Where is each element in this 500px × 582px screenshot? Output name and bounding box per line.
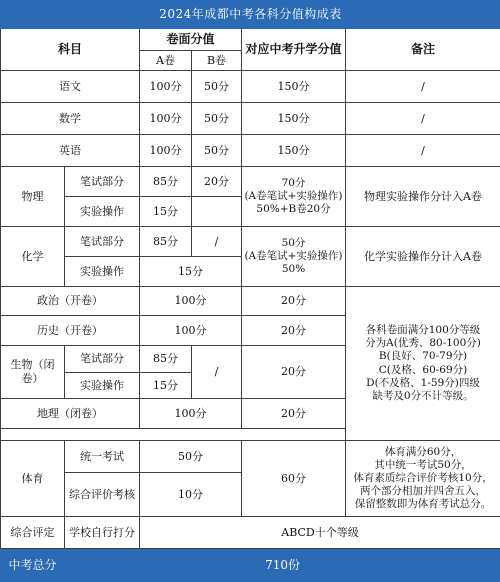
subject-math: 数学 bbox=[1, 103, 140, 135]
total-label: 中考总分 bbox=[1, 549, 65, 582]
subject-physics: 物理 bbox=[1, 167, 65, 227]
grade-remark-line1: 各科卷面满分100分等级 bbox=[365, 324, 481, 337]
header-paper-b: B卷 bbox=[192, 51, 242, 71]
physics-written-label: 笔试部分 bbox=[65, 167, 140, 197]
physics-exam-line1: 70分 bbox=[281, 176, 306, 189]
history-exam: 20分 bbox=[242, 316, 346, 346]
english-a: 100分 bbox=[140, 135, 192, 167]
row-politics bbox=[1, 287, 500, 316]
row-chinese bbox=[1, 71, 500, 103]
politics-score: 100分 bbox=[140, 287, 242, 316]
title-row bbox=[1, 1, 500, 29]
chemistry-written-b: / bbox=[192, 227, 242, 257]
pe-comprehensive-label: 综合评价考核 bbox=[65, 473, 140, 517]
chemistry-lab-score: 15分 bbox=[140, 257, 242, 287]
math-remark: / bbox=[346, 103, 500, 135]
row-physics-written bbox=[1, 167, 500, 197]
math-b: 50分 bbox=[192, 103, 242, 135]
biology-lab-a: 15分 bbox=[140, 373, 192, 399]
chinese-exam: 150分 bbox=[242, 71, 346, 103]
physics-lab-a: 15分 bbox=[140, 197, 192, 227]
physics-written-a: 85分 bbox=[140, 167, 192, 197]
chinese-a: 100分 bbox=[140, 71, 192, 103]
chemistry-exam-line2: (A卷笔试+实验操作) bbox=[244, 249, 343, 262]
physics-exam-line3: 50%+B卷20分 bbox=[256, 203, 331, 216]
header-exam-score: 对应中考升学分值 bbox=[242, 29, 346, 71]
biology-written-label: 笔试部分 bbox=[65, 346, 140, 373]
physics-lab-b bbox=[192, 197, 242, 227]
biology-written-a: 85分 bbox=[140, 346, 192, 373]
grade-remark-line2: 分为A(优秀、80-100分) bbox=[365, 337, 481, 350]
row-pe-unified bbox=[1, 441, 500, 473]
header-paper-a: A卷 bbox=[140, 51, 192, 71]
politics-exam: 20分 bbox=[242, 287, 346, 316]
subject-biology: 生物（闭卷） bbox=[1, 346, 65, 399]
geography-exam: 20分 bbox=[242, 399, 346, 429]
physics-written-b: 20分 bbox=[192, 167, 242, 197]
total-value: 710份 bbox=[65, 549, 500, 582]
grade-remark-line5: D(不及格、1-59分)四级 bbox=[366, 376, 480, 389]
row-total bbox=[1, 549, 500, 582]
grade-remark-line6: 缺考及0分不计等级。 bbox=[372, 389, 474, 402]
math-exam: 150分 bbox=[242, 103, 346, 135]
evaluation-method: 学校自行打分 bbox=[65, 517, 140, 549]
header-subject: 科目 bbox=[1, 29, 140, 71]
subject-evaluation: 综合评定 bbox=[1, 517, 65, 549]
subject-chinese: 语文 bbox=[1, 71, 140, 103]
header-row-1 bbox=[1, 29, 500, 51]
chemistry-written-label: 笔试部分 bbox=[65, 227, 140, 257]
pe-remark-line5: 保留整数即为体育考试总分。 bbox=[354, 498, 492, 511]
grade-remark bbox=[346, 287, 500, 441]
english-b: 50分 bbox=[192, 135, 242, 167]
row-english bbox=[1, 135, 500, 167]
history-score: 100分 bbox=[140, 316, 242, 346]
chemistry-exam bbox=[242, 227, 346, 287]
physics-exam-line2: (A卷笔试+实验操作) bbox=[244, 189, 343, 202]
chinese-remark: / bbox=[346, 71, 500, 103]
pe-unified-label: 统一考试 bbox=[65, 441, 140, 473]
chemistry-exam-line3: 50% bbox=[281, 263, 306, 276]
subject-chemistry: 化学 bbox=[1, 227, 65, 287]
chemistry-lab-label: 实验操作 bbox=[65, 257, 140, 287]
subject-pe: 体育 bbox=[1, 441, 65, 517]
english-exam: 150分 bbox=[242, 135, 346, 167]
pe-comprehensive-score: 10分 bbox=[140, 473, 242, 517]
subject-politics: 政治（开卷） bbox=[1, 287, 140, 316]
chemistry-exam-line1: 50分 bbox=[281, 236, 306, 249]
header-remark: 备注 bbox=[346, 29, 500, 71]
row-chemistry-written bbox=[1, 227, 500, 257]
subject-geography: 地理（闭卷） bbox=[1, 399, 140, 429]
subject-history: 历史（开卷） bbox=[1, 316, 140, 346]
biology-exam: 20分 bbox=[242, 346, 346, 399]
physics-lab-label: 实验操作 bbox=[65, 197, 140, 227]
physics-remark: 物理实验操作分计入A卷 bbox=[346, 167, 500, 227]
pe-remark-line1: 体育满分60分， bbox=[384, 445, 462, 458]
math-a: 100分 bbox=[140, 103, 192, 135]
row-evaluation bbox=[1, 517, 500, 549]
pe-remark bbox=[346, 441, 500, 517]
subject-english: 英语 bbox=[1, 135, 140, 167]
english-remark: / bbox=[346, 135, 500, 167]
pe-exam: 60分 bbox=[242, 441, 346, 517]
pe-remark-line3: 体育素质综合评价考核10分， bbox=[353, 471, 493, 484]
grade-remark-line4: C(及格、60-69分) bbox=[378, 363, 468, 376]
chemistry-written-a: 85分 bbox=[140, 227, 192, 257]
biology-b: / bbox=[192, 346, 242, 399]
header-paper-score: 卷面分值 bbox=[140, 29, 242, 51]
pe-remark-line2: 其中统一考试50分， bbox=[374, 458, 472, 471]
pe-unified-score: 50分 bbox=[140, 441, 242, 473]
physics-exam bbox=[242, 167, 346, 227]
grade-remark-line3: B(良好、70-79分) bbox=[378, 350, 468, 363]
chemistry-remark: 化学实验操作分计入A卷 bbox=[346, 227, 500, 287]
spacer-cell bbox=[1, 429, 346, 441]
chinese-b: 50分 bbox=[192, 71, 242, 103]
row-math bbox=[1, 103, 500, 135]
biology-lab-label: 实验操作 bbox=[65, 373, 140, 399]
pe-remark-line4: 两个部分相加并四舍五入， bbox=[360, 485, 487, 498]
evaluation-value: ABCD十个等级 bbox=[140, 517, 500, 549]
geography-score: 100分 bbox=[140, 399, 242, 429]
table-title: 2024年成都中考各科分值构成表 bbox=[1, 1, 500, 29]
